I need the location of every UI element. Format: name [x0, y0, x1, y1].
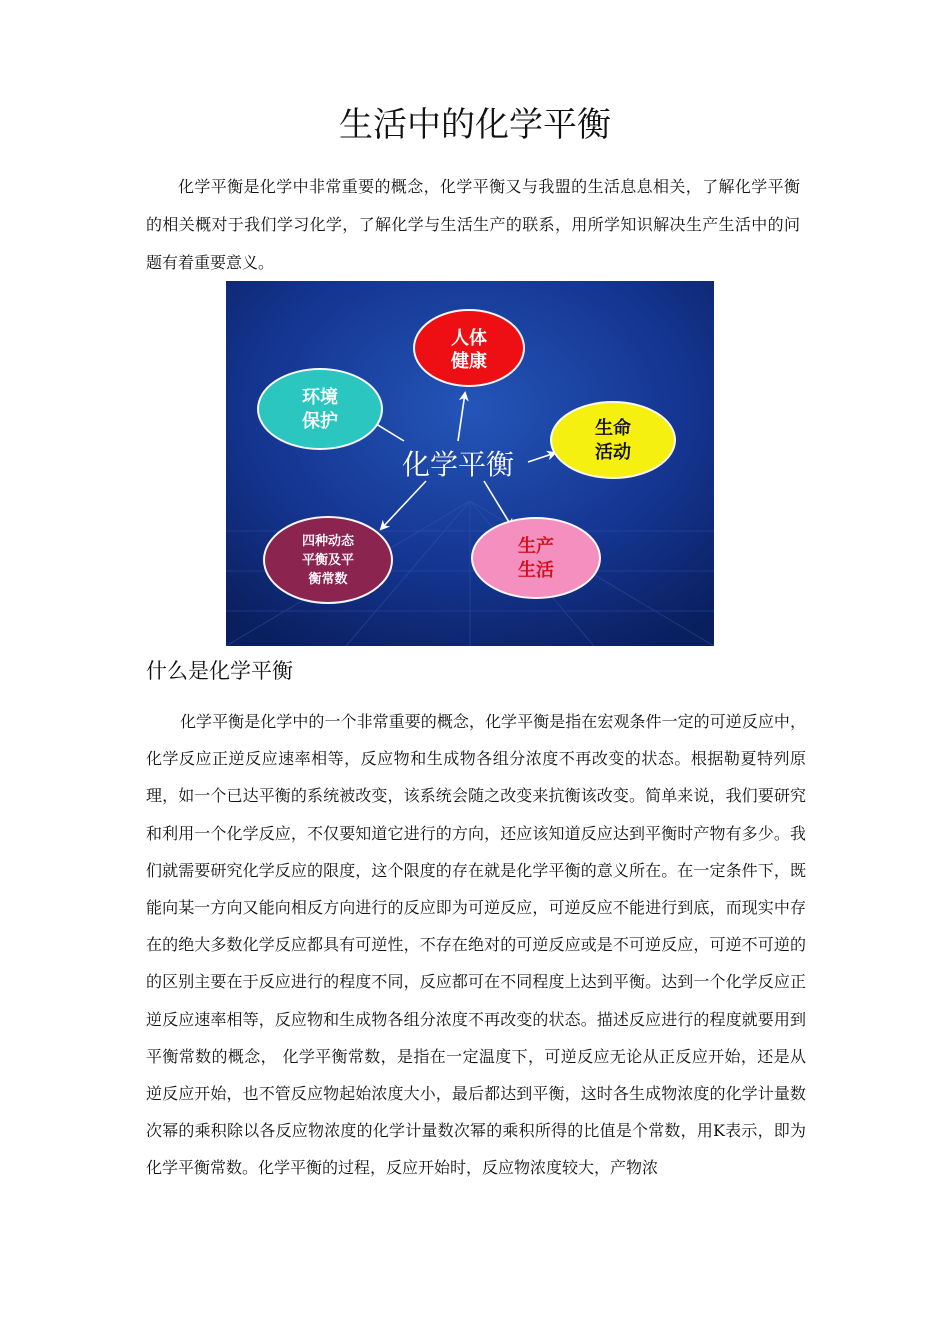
- node-environment: [258, 369, 382, 449]
- page-title: 生活中的化学平衡: [339, 105, 611, 145]
- node-health: [414, 310, 524, 386]
- node-health-line-2: 健康: [451, 351, 487, 372]
- node-health-line-1: 人体: [451, 328, 487, 349]
- node-environment-line-2: 保护: [302, 411, 338, 432]
- intro-paragraph: 化学平衡是化学中非常重要的概念，化学平衡又与我盟的生活息息相关，了解化学平衡的相关概对于我们学习化学，了解化学与生活生产的联系，用所学知识解决生产生活中的问题有着重要意义。: [146, 177, 800, 272]
- node-life: [551, 402, 675, 478]
- node-production-line-2: 生活: [518, 560, 554, 581]
- node-environment-line-1: 环境: [302, 387, 338, 408]
- node-production: [472, 518, 600, 598]
- node-life-line-1: 生命: [595, 418, 631, 439]
- section-heading: 什么是化学平衡: [146, 659, 293, 683]
- node-equilibria-line-3: 衡常数: [308, 572, 348, 587]
- chemical-equilibrium-diagram: [226, 281, 714, 646]
- node-equilibria-line-1: 四种动态: [301, 534, 355, 549]
- diagram-center-label: 化学平衡: [401, 448, 515, 481]
- node-equilibria-line-2: 平衡及平: [301, 553, 355, 568]
- node-life-line-2: 活动: [595, 442, 631, 463]
- node-production-line-1: 生产: [518, 536, 554, 557]
- node-equilibria: [264, 517, 392, 603]
- diagram-canvas: [226, 281, 714, 646]
- body-paragraph: 化学平衡是化学中的一个非常重要的概念，化学平衡是指在宏观条件一定的可逆反应中，化学反应正逆反应速率相等，反应物和生成物各组分浓度不再改变的状态。根据勒夏特列原理，如一个已达平衡的系统被改变，该系统会随之改变来抗衡该改变。简单来说，我们要研究和利用一个化学反应，不仅要知道它进行的方向，还应该知道反应达到平衡时产物有多少。我们就需要研究化学反应的限度，这个限度的存在就是化学平衡的意义所在。在一定条件下，既能向某一方向又能向相反方向进行的反应即为可逆反应，可逆反应不能进行到底，而现实中存在的绝大多数化学反应都具有可逆性，不存在绝对的可逆反应或是不可逆反应，可逆不可逆的的区别主要在于反应进行的程度不同，反应都可在不同程度上达到平衡。达到一个化学反应正逆反应速率相等，反应物和生成物各组分浓度不再改变的状态。描述反应进行的程度就要用到平衡常数的概念， 化学平衡常数，是指在一定温度下，可逆反应无论从正反应开始，还是从逆反应开始，也不管反应物起始浓度大小，最后都达到平衡，这时各生成物浓度的化学计量数次幂的乘积除以各反应物浓度的化学计量数次幂的乘积所得的比值是个常数，用K表示，即为化学平衡常数。化学平衡的过程，反应开始时，反应物浓度较大，产物浓: [146, 712, 806, 1178]
